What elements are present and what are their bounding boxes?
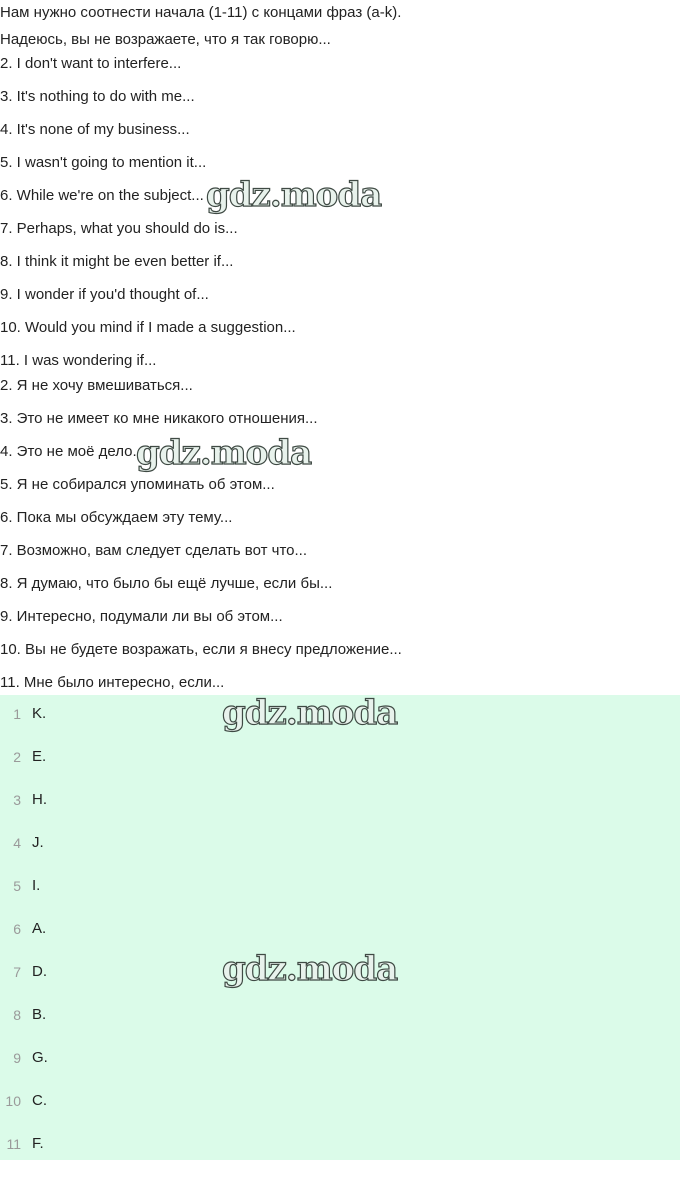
answer-row xyxy=(0,833,44,853)
answer-row xyxy=(0,1134,44,1154)
answer-row xyxy=(0,704,46,724)
answer-number: 10 xyxy=(5,1093,21,1109)
russian-phrase: 9. Интересно, подумали ли вы об этом... xyxy=(0,608,283,625)
watermark-logo: gdz.moda xyxy=(222,693,398,733)
english-phrase: 2. I don't want to interfere... xyxy=(0,55,182,72)
answer-number: 9 xyxy=(13,1050,21,1066)
intro-line-2: Надеюсь, вы не возражаете, что я так говорю... xyxy=(0,31,331,48)
answer-letter: A. xyxy=(32,920,47,937)
answer-letter: G. xyxy=(32,1049,48,1066)
answer-number: 7 xyxy=(13,964,21,980)
russian-phrase: 5. Я не собирался упоминать об этом... xyxy=(0,476,275,493)
answer-row xyxy=(0,1005,46,1025)
answer-row xyxy=(0,1048,48,1068)
watermark-logo: gdz.moda xyxy=(136,433,312,473)
english-phrase: 5. I wasn't going to mention it... xyxy=(0,154,207,171)
answer-number: 1 xyxy=(13,706,21,722)
english-phrase: 7. Perhaps, what you should do is... xyxy=(0,220,238,237)
russian-phrase: 10. Вы не будете возражать, если я внесу предложение... xyxy=(0,641,402,658)
russian-phrase: 2. Я не хочу вмешиваться... xyxy=(0,377,193,394)
answer-letter: J. xyxy=(32,834,44,851)
answer-row xyxy=(0,790,47,810)
english-phrase: 10. Would you mind if I made a suggestion... xyxy=(0,319,296,336)
intro-line-1: Нам нужно соотнести начала (1-11) с концами фраз (a-k). xyxy=(0,4,402,21)
russian-phrase: 4. Это не моё дело... xyxy=(0,443,145,460)
answer-row xyxy=(0,747,46,767)
answer-row xyxy=(0,1091,47,1111)
answer-letter: B. xyxy=(32,1006,47,1023)
russian-phrase: 7. Возможно, вам следует сделать вот что... xyxy=(0,542,307,559)
answer-letter: K. xyxy=(32,705,47,722)
answer-number: 11 xyxy=(6,1136,21,1152)
answer-number: 6 xyxy=(13,921,21,937)
english-phrase: 9. I wonder if you'd thought of... xyxy=(0,286,209,303)
answer-letter: F. xyxy=(32,1135,44,1152)
answer-row xyxy=(0,962,47,982)
answer-letter: I. xyxy=(32,877,41,894)
english-phrase: 4. It's none of my business... xyxy=(0,121,190,138)
answer-number: 4 xyxy=(13,835,21,851)
answer-number: 5 xyxy=(13,878,21,894)
answer-letter: E. xyxy=(32,748,47,765)
russian-phrase: 3. Это не имеет ко мне никакого отношения... xyxy=(0,410,318,427)
answer-row xyxy=(0,876,40,896)
english-phrase: 6. While we're on the subject... xyxy=(0,187,204,204)
english-phrase: 8. I think it might be even better if... xyxy=(0,253,234,270)
english-phrase: 3. It's nothing to do with me... xyxy=(0,88,195,105)
answer-number: 2 xyxy=(13,749,21,765)
russian-phrase: 8. Я думаю, что было бы ещё лучше, если бы... xyxy=(0,575,333,592)
russian-phrase: 11. Мне было интересно, если... xyxy=(0,674,225,691)
russian-phrase: 6. Пока мы обсуждаем эту тему... xyxy=(0,509,233,526)
answer-number: 3 xyxy=(13,792,21,808)
answer-letter: D. xyxy=(32,963,47,980)
watermark-logo: gdz.moda xyxy=(222,949,398,989)
answer-letter: H. xyxy=(32,791,47,808)
answer-row xyxy=(0,919,46,939)
answer-number: 8 xyxy=(13,1007,21,1023)
watermark-logo: gdz.moda xyxy=(206,175,382,215)
english-phrase: 11. I was wondering if... xyxy=(0,352,157,369)
answers-table xyxy=(0,695,680,1160)
answer-letter: C. xyxy=(32,1092,47,1109)
